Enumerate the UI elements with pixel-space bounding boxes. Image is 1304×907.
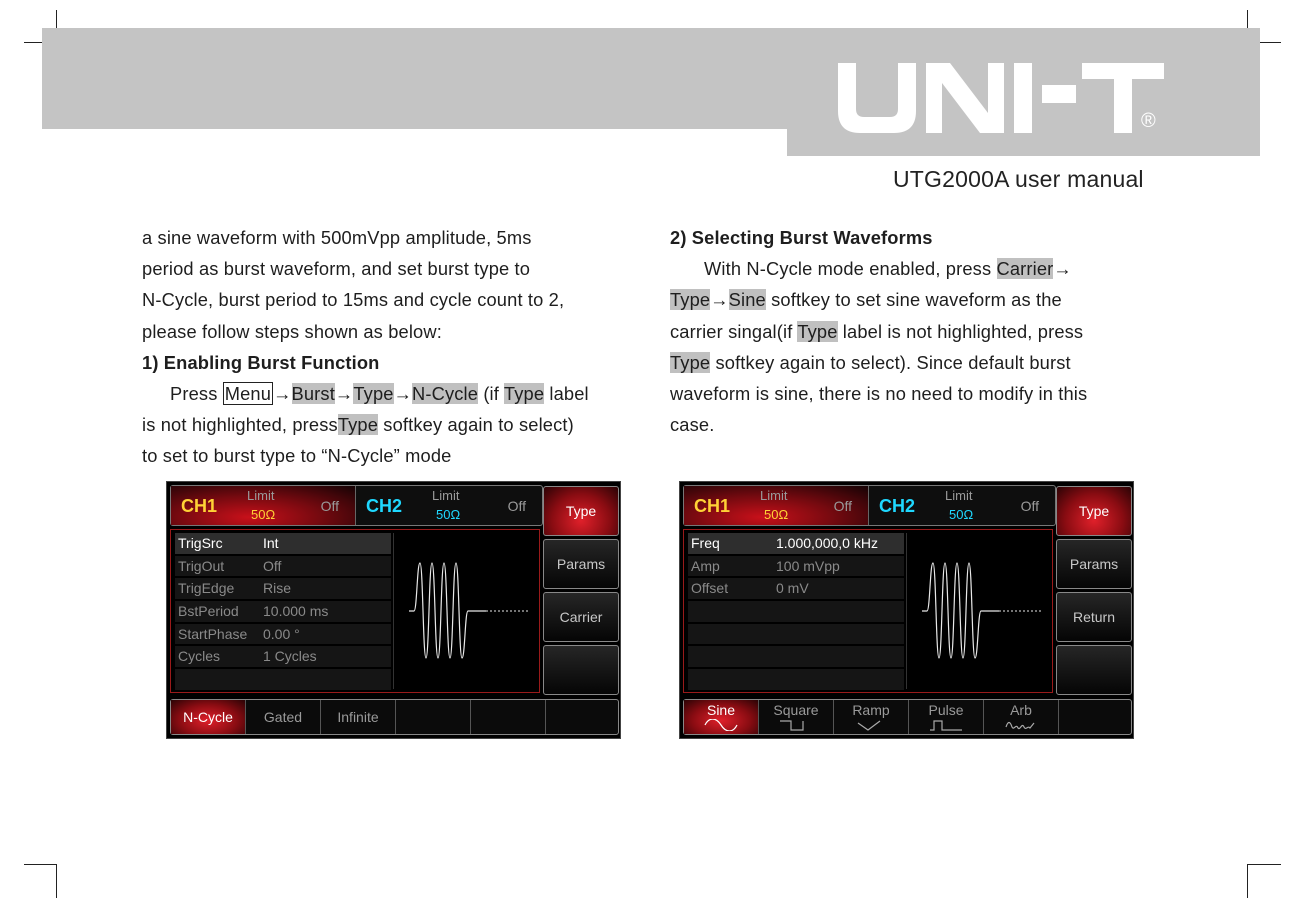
text-line bbox=[670, 316, 1165, 347]
text-fragment: With N-Cycle mode enabled, press bbox=[704, 258, 997, 280]
bottom-key-ramp[interactable] bbox=[834, 700, 909, 734]
text-line bbox=[142, 409, 658, 440]
softkey-params[interactable]: Params bbox=[543, 539, 619, 589]
param-row-cycles[interactable] bbox=[175, 646, 391, 667]
text-line bbox=[670, 284, 1165, 315]
param-row-amp[interactable] bbox=[688, 556, 904, 577]
ch2-output-state: Off bbox=[1020, 498, 1039, 514]
param-row-startphase[interactable] bbox=[175, 624, 391, 645]
ch2-impedance: 50Ω bbox=[949, 507, 974, 522]
param-row-bstperiod[interactable] bbox=[175, 601, 391, 622]
bottom-key-gated[interactable]: Gated bbox=[246, 700, 321, 734]
burst-sine-trace bbox=[922, 563, 999, 658]
carrier-key-label: Carrier bbox=[996, 258, 1054, 280]
param-row-empty bbox=[688, 669, 904, 690]
text-line: a sine waveform with 500mVpp amplitude, 5ms bbox=[142, 227, 532, 248]
text-line: period as burst waveform, and set burst type to bbox=[142, 258, 531, 280]
arrow: → bbox=[334, 383, 354, 405]
text-line: N-Cycle, burst period to 15ms and cycle count to 2, bbox=[142, 289, 565, 311]
bottom-menu-bar bbox=[683, 699, 1132, 735]
type-key-label: Type bbox=[503, 383, 545, 405]
manual-title: UTG2000A user manual bbox=[893, 166, 1144, 192]
param-row-trigsrc[interactable] bbox=[175, 533, 391, 554]
ch1-status[interactable] bbox=[684, 486, 869, 525]
ch2-status[interactable] bbox=[356, 486, 542, 525]
ch2-limit-label: Limit bbox=[945, 488, 973, 503]
type-key-label: Type bbox=[797, 320, 838, 342]
param-row-offset[interactable] bbox=[688, 578, 904, 599]
arb-wave-icon bbox=[1004, 719, 1038, 731]
param-value: Rise bbox=[263, 580, 292, 597]
ch1-output-state: Off bbox=[320, 498, 339, 514]
param-row-empty bbox=[688, 646, 904, 667]
param-value: Off bbox=[263, 557, 282, 574]
pulse-wave-icon bbox=[929, 719, 963, 731]
param-name: TrigSrc bbox=[178, 535, 223, 551]
param-row-empty bbox=[688, 601, 904, 622]
crop-mark bbox=[56, 864, 57, 898]
param-row-freq[interactable] bbox=[688, 533, 904, 554]
ch2-label: CH2 bbox=[366, 496, 403, 516]
arrow: → bbox=[710, 289, 729, 311]
crop-mark bbox=[24, 864, 57, 865]
param-name: TrigEdge bbox=[178, 580, 235, 597]
channel-header bbox=[170, 485, 543, 526]
channel-header bbox=[683, 485, 1056, 526]
ch1-limit-label: Limit bbox=[247, 488, 275, 503]
param-row-empty bbox=[175, 669, 391, 690]
ch1-output-state: Off bbox=[833, 498, 852, 514]
bottom-key-arb[interactable] bbox=[984, 700, 1059, 734]
param-value: 10.000 ms bbox=[263, 603, 329, 620]
bottom-key-empty[interactable] bbox=[546, 700, 618, 734]
bottom-key-label: Square bbox=[773, 702, 819, 718]
param-row-trigout[interactable] bbox=[175, 556, 391, 577]
arrow: → bbox=[393, 383, 413, 405]
param-name: BstPeriod bbox=[178, 603, 239, 620]
text-line: waveform is sine, there is no need to modify in this bbox=[670, 383, 1088, 405]
bottom-key-infinite[interactable]: Infinite bbox=[321, 700, 396, 734]
text-line bbox=[142, 378, 658, 409]
softkey-empty[interactable] bbox=[543, 645, 619, 695]
ch1-impedance: 50Ω bbox=[764, 507, 789, 522]
text-line bbox=[670, 253, 1165, 284]
section-heading: 1) Enabling Burst Function bbox=[142, 351, 380, 373]
burst-waveform-preview bbox=[393, 533, 538, 689]
param-name: Freq bbox=[691, 535, 720, 551]
param-name: Offset bbox=[691, 580, 729, 597]
softkey-carrier[interactable]: Carrier bbox=[543, 592, 619, 642]
crop-mark bbox=[1247, 864, 1281, 865]
section-heading: 2) Selecting Burst Waveforms bbox=[670, 227, 933, 248]
param-row-trigedge[interactable] bbox=[175, 578, 391, 599]
ch1-impedance: 50Ω bbox=[251, 507, 276, 522]
param-value: 1 Cycles bbox=[263, 648, 317, 665]
param-value: 0 mV bbox=[776, 580, 809, 597]
right-text-column bbox=[670, 222, 1165, 440]
param-name: Cycles bbox=[178, 648, 221, 665]
bottom-key-empty[interactable] bbox=[471, 700, 546, 734]
bottom-key-sine[interactable] bbox=[684, 700, 759, 734]
left-text-column bbox=[142, 222, 658, 472]
ch2-output-state: Off bbox=[507, 498, 526, 514]
arrow: → bbox=[273, 383, 292, 405]
bottom-key-ncycle[interactable]: N-Cycle bbox=[171, 700, 246, 734]
text-line bbox=[670, 347, 1165, 378]
text-line: to set to burst type to “N-Cycle” mode bbox=[142, 445, 452, 467]
ramp-wave-icon bbox=[854, 719, 888, 731]
type-key-label: Type bbox=[337, 414, 379, 436]
ch1-limit-label: Limit bbox=[760, 488, 788, 503]
parameter-list bbox=[688, 533, 904, 692]
param-value: 0.00 ° bbox=[263, 625, 300, 642]
bottom-key-label: Sine bbox=[706, 702, 736, 718]
text-fragment: is not highlighted, press bbox=[142, 414, 338, 436]
carrier-type-screen bbox=[679, 481, 1134, 739]
text-fragment: softkey again to select) bbox=[378, 414, 574, 436]
param-name: TrigOut bbox=[178, 557, 225, 574]
bottom-key-label: Arb bbox=[1010, 702, 1032, 718]
param-name: StartPhase bbox=[178, 625, 248, 642]
softkey-params[interactable]: Params bbox=[1056, 539, 1132, 589]
text-fragment: label bbox=[544, 383, 589, 405]
burst-ncycle-screen bbox=[166, 481, 621, 739]
ch2-impedance: 50Ω bbox=[436, 507, 461, 522]
bottom-key-label: Ramp bbox=[852, 702, 890, 718]
sine-key-label: Sine bbox=[728, 289, 766, 311]
ch1-label: CH1 bbox=[181, 496, 218, 516]
bottom-key-square[interactable] bbox=[759, 700, 834, 734]
softkey-empty[interactable] bbox=[1056, 645, 1132, 695]
type-key-label: Type bbox=[353, 383, 394, 405]
burst-key-label: Burst bbox=[291, 383, 335, 405]
param-value: 1.000,000,0 kHz bbox=[776, 535, 878, 551]
ch2-limit-label: Limit bbox=[432, 488, 460, 503]
bottom-menu-bar bbox=[170, 699, 619, 735]
ncycle-key-label: N-Cycle bbox=[412, 383, 479, 405]
bottom-key-pulse[interactable] bbox=[909, 700, 984, 734]
bottom-key-empty[interactable] bbox=[1059, 700, 1131, 734]
type-key-label: Type bbox=[670, 351, 711, 373]
registered-mark: ® bbox=[1141, 110, 1156, 132]
brand-logo bbox=[838, 63, 1168, 135]
bottom-key-empty[interactable] bbox=[396, 700, 471, 734]
param-name: Amp bbox=[691, 557, 720, 574]
text-fragment: softkey to set sine waveform as the bbox=[765, 289, 1062, 311]
param-value: Int bbox=[263, 535, 279, 551]
sine-wave-icon bbox=[704, 719, 738, 731]
crop-mark bbox=[1247, 864, 1248, 898]
parameter-panel bbox=[170, 529, 540, 693]
parameter-panel bbox=[683, 529, 1053, 693]
bottom-key-label: Pulse bbox=[928, 702, 964, 718]
softkey-type[interactable]: Type bbox=[543, 486, 619, 536]
text-line: case. bbox=[670, 414, 715, 436]
text-fragment: Press bbox=[170, 383, 223, 405]
burst-waveform-preview bbox=[906, 533, 1051, 689]
param-value: 100 mVpp bbox=[776, 557, 840, 574]
param-row-empty bbox=[688, 624, 904, 645]
text-fragment: carrier singal(if bbox=[670, 320, 798, 342]
arrow: → bbox=[1053, 258, 1072, 280]
ch2-status[interactable] bbox=[869, 486, 1055, 525]
softkey-type[interactable]: Type bbox=[1056, 486, 1132, 536]
ch1-label: CH1 bbox=[694, 496, 731, 516]
softkey-return[interactable]: Return bbox=[1056, 592, 1132, 642]
text-fragment: softkey again to select). Since default burst bbox=[710, 351, 1071, 373]
type-key-label: Type bbox=[670, 289, 711, 311]
text-fragment: label is not highlighted, press bbox=[837, 320, 1084, 342]
menu-key-label: Menu bbox=[224, 383, 272, 405]
parameter-list bbox=[175, 533, 391, 692]
text-line: please follow steps shown as below: bbox=[142, 320, 442, 342]
burst-sine-trace bbox=[409, 563, 486, 658]
square-wave-icon bbox=[779, 719, 813, 731]
text-fragment: (if bbox=[478, 383, 504, 405]
ch2-label: CH2 bbox=[879, 496, 916, 516]
ch1-status[interactable] bbox=[171, 486, 356, 525]
